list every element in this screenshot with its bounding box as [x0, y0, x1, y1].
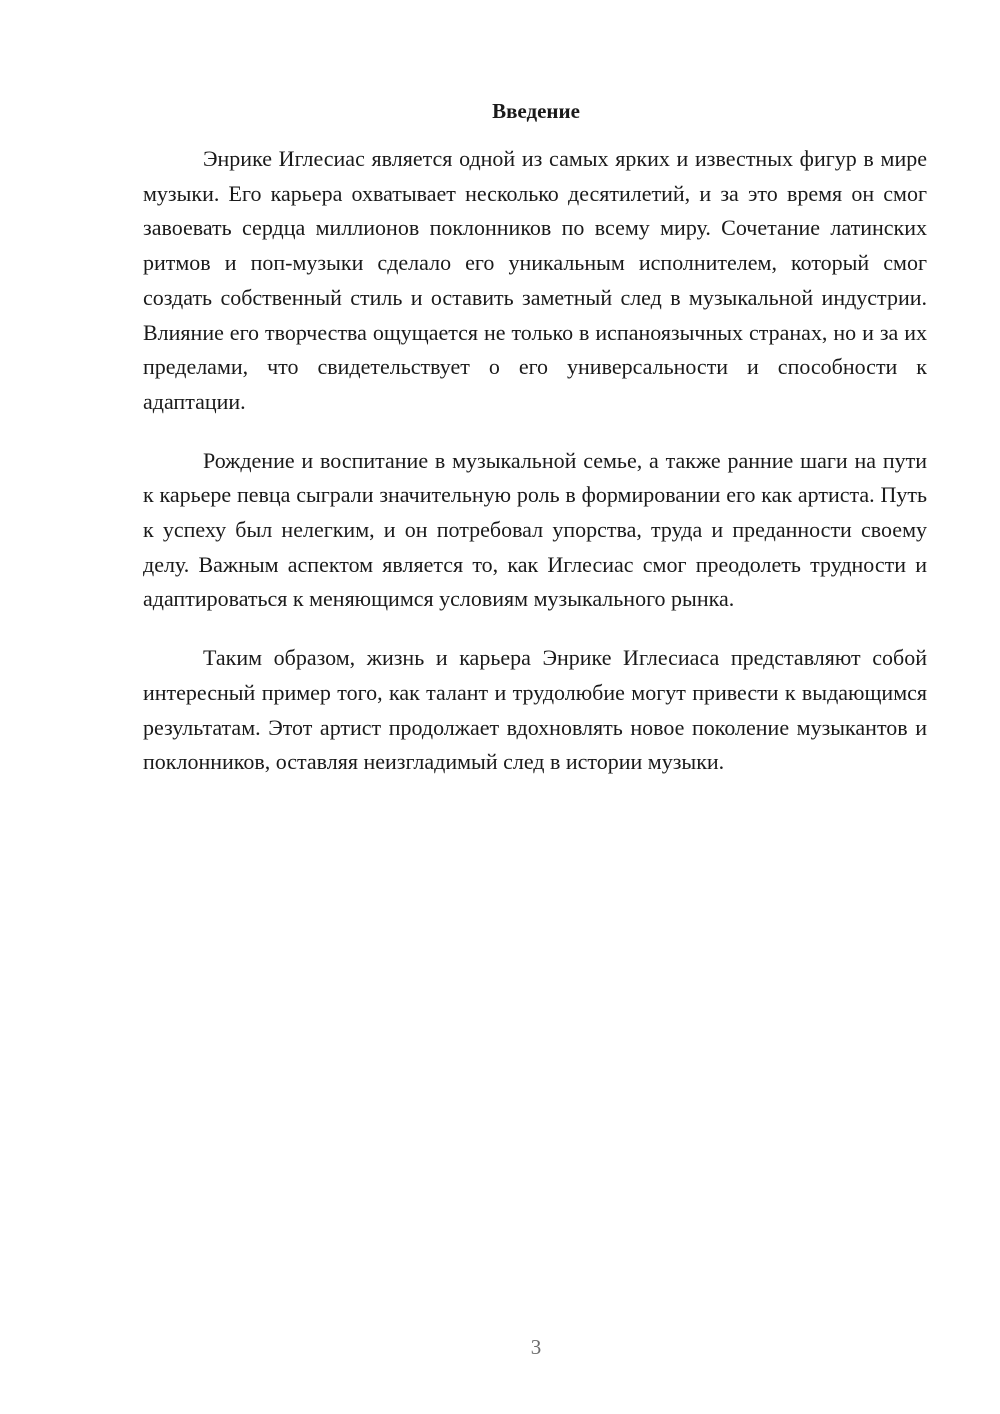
body-text — [143, 142, 927, 804]
paragraph-upbringing: Рождение и воспитание в музыкальной семье, а также ранние шаги на пути к карьере певца сыграли значительную роль в формировании его как артиста. Путь к успеху был нелегким, и он потребовал упорства, труда и преданности своему делу. Важным аспектом является то, как Иглесиас смог преодолеть трудности и адаптироваться к меняющимся условиям музыкального рынка. — [143, 447, 927, 612]
section-heading: Введение — [492, 99, 580, 123]
page-number: 3 — [530, 1335, 542, 1359]
paragraph-intro: Энрике Иглесиас является одной из самых ярких и известных фигур в мире музыки. Его карьера охватывает несколько десятилетий, и за это время он смог завоевать сердца миллионов поклонников по всему миру. Сочетание латинских ритмов и поп-музыки сделало его уникальным исполнителем, который смог создать собственный стиль и оставить заметный след в музыкальной индустрии. Влияние его творчества ощущается не только в испаноязычных странах, но и за их пределами, что свидетельствует о его универсальности и способности к адаптации. — [143, 146, 927, 414]
paragraph-conclusion: Таким образом, жизнь и карьера Энрике Иглесиаса представляют собой интересный пример того, как талант и трудолюбие могут привести к выдающимся результатам. Этот артист продолжает вдохновлять новое поколение музыкантов и поклонников, оставляя неизгладимый след в истории музыки. — [143, 645, 927, 775]
